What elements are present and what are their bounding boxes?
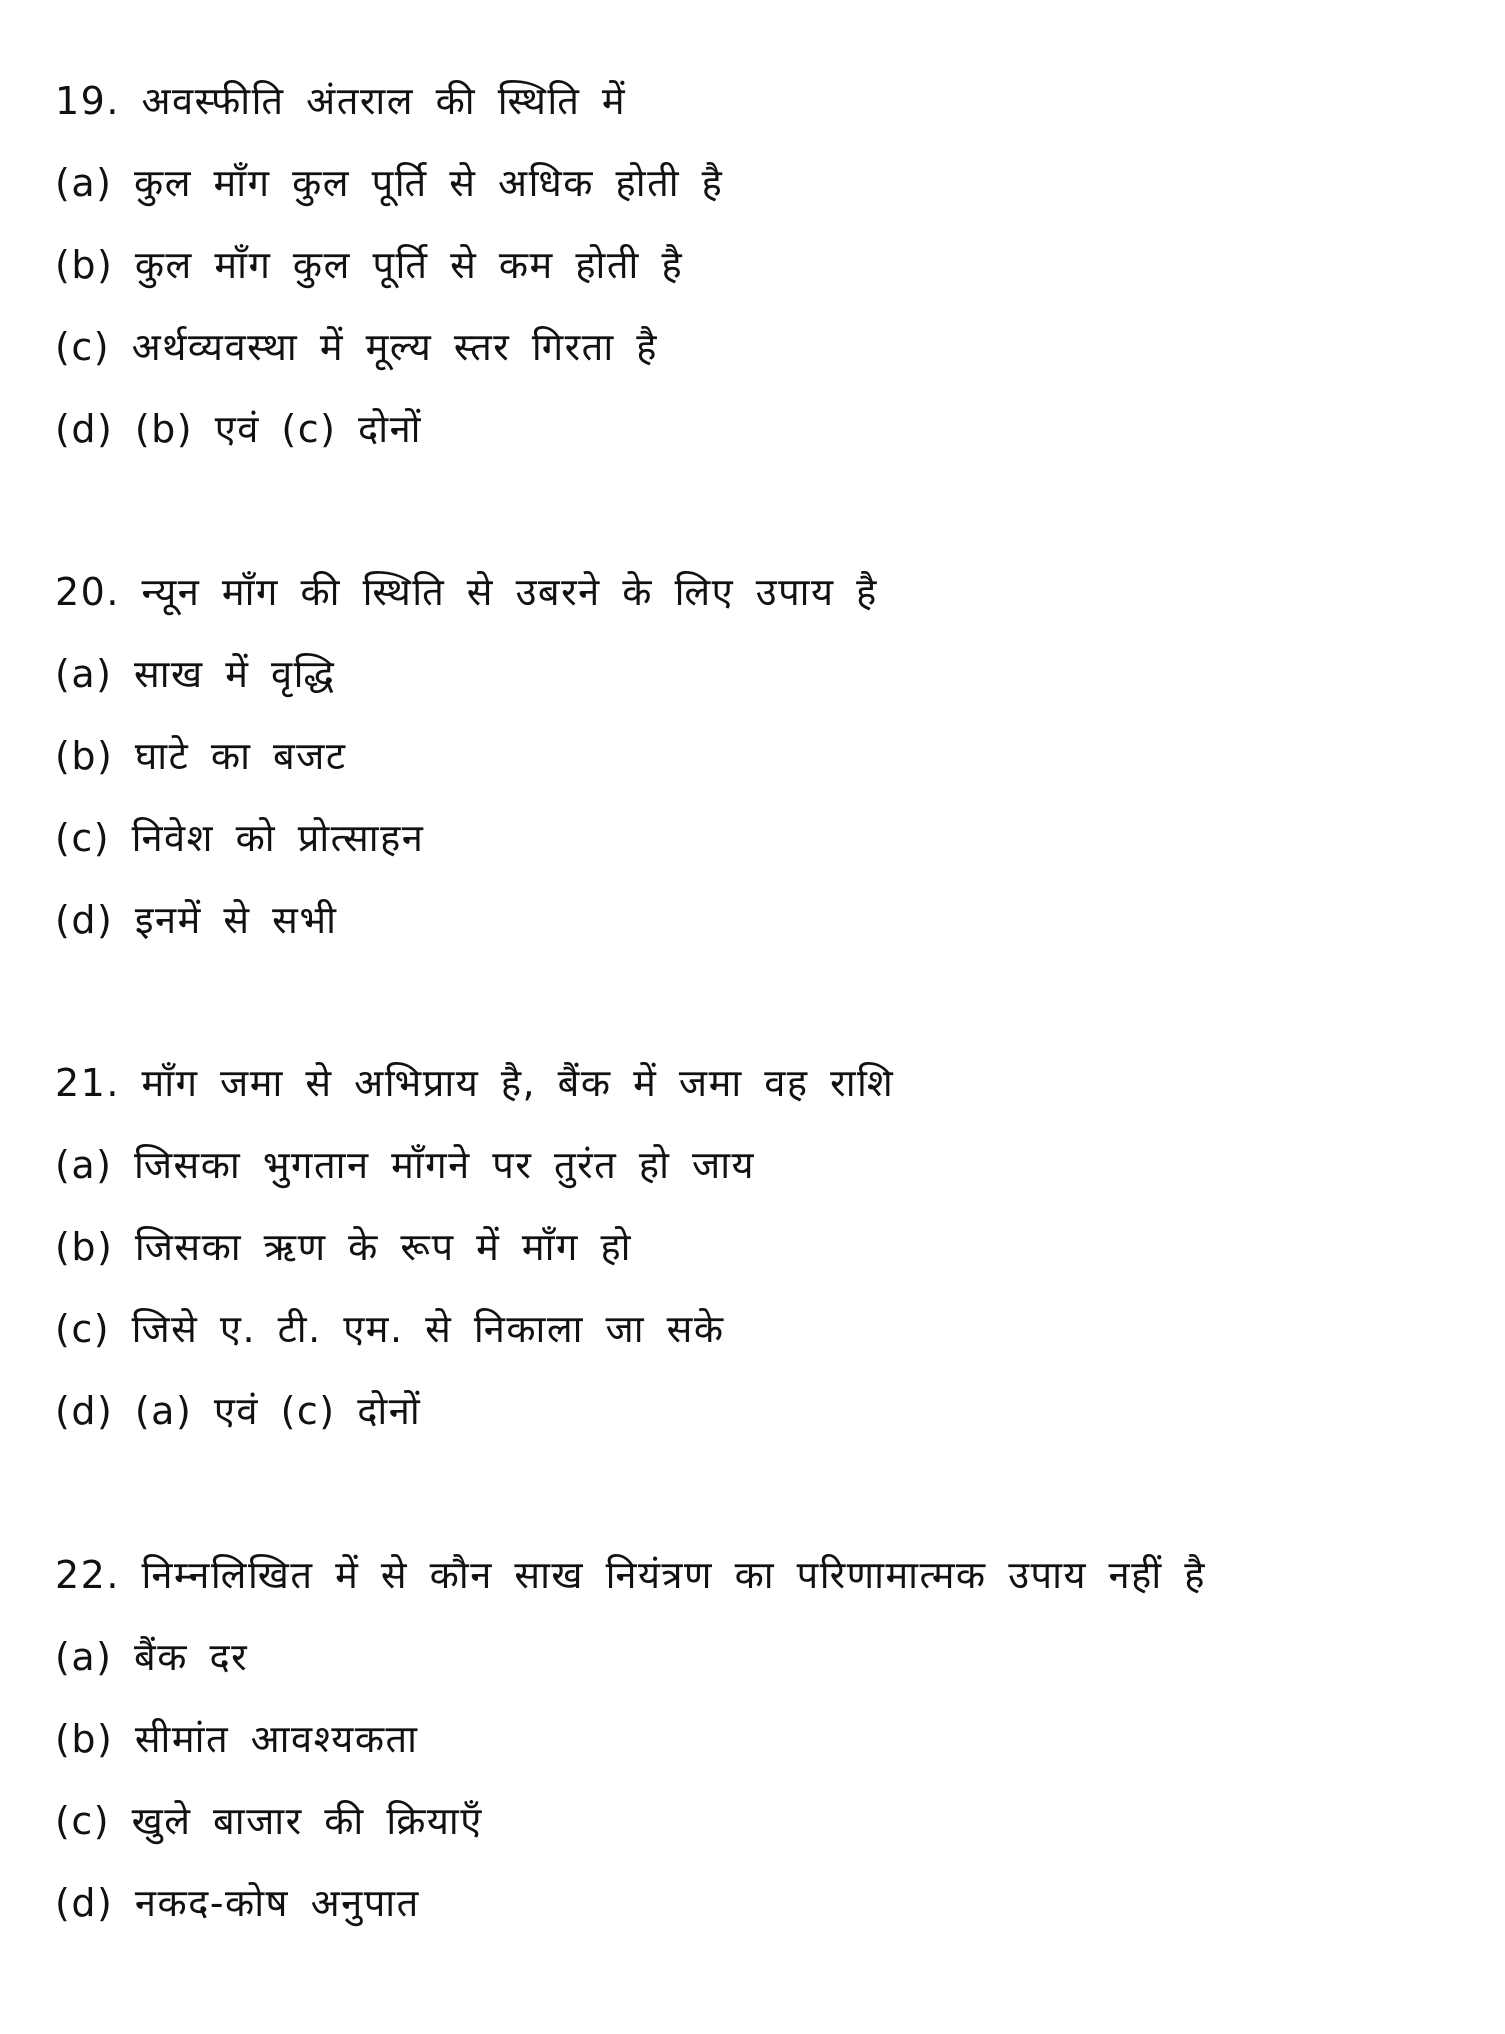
- question-text: 22. निम्नलिखित में से कौन साख नियंत्रण का परिणामात्मक उपाय नहीं है: [55, 1553, 1206, 1597]
- question-text: 19. अवस्फीति अंतराल की स्थिति में: [55, 79, 627, 123]
- option-b: (b) घाटे का बजट: [55, 734, 347, 778]
- option-a: (a) साख में वृद्धि: [55, 652, 336, 696]
- option-c: (c) खुले बाजार की क्रियाएँ: [55, 1799, 483, 1843]
- option-a: (a) बैंक दर: [55, 1635, 249, 1679]
- question-19: [55, 60, 1455, 470]
- option-d: (d) इनमें से सभी: [55, 898, 338, 942]
- question-text: 21. माँग जमा से अभिप्राय है, बैंक में जमा वह राशि: [55, 1061, 895, 1105]
- option-c: (c) निवेश को प्रोत्साहन: [55, 816, 425, 860]
- option-c: (c) अर्थव्यवस्था में मूल्य स्तर गिरता है: [55, 325, 658, 369]
- option-a: (a) जिसका भुगतान माँगने पर तुरंत हो जाय: [55, 1143, 756, 1187]
- question-text: 20. न्यून माँग की स्थिति से उबरने के लिए उपाय है: [55, 570, 878, 614]
- question-21: [55, 1042, 1455, 1452]
- question-22: [55, 1534, 1455, 1944]
- option-b: (b) कुल माँग कुल पूर्ति से कम होती है: [55, 243, 684, 287]
- option-d: (d) नकद-कोष अनुपात: [55, 1881, 420, 1925]
- option-d: (d) (b) एवं (c) दोनों: [55, 407, 422, 451]
- option-d: (d) (a) एवं (c) दोनों: [55, 1389, 422, 1433]
- option-b: (b) जिसका ऋण के रूप में माँग हो: [55, 1225, 632, 1269]
- option-c: (c) जिसे ए. टी. एम. से निकाला जा सके: [55, 1307, 725, 1351]
- question-20: [55, 551, 1455, 961]
- option-b: (b) सीमांत आवश्यकता: [55, 1717, 419, 1761]
- option-a: (a) कुल माँग कुल पूर्ति से अधिक होती है: [55, 161, 724, 205]
